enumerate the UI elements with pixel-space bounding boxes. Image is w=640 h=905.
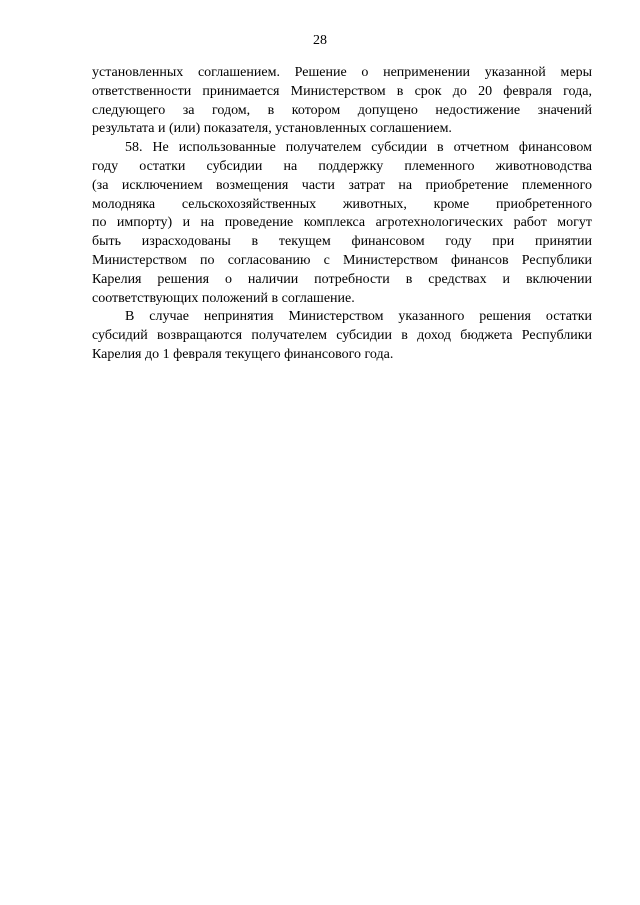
document-body xyxy=(92,64,592,365)
text-line: Карелия до 1 февраля текущего финансового года. xyxy=(92,346,394,362)
text-line: результата и (или) показателя, установленных соглашением. xyxy=(92,121,452,137)
text-line: субсидий возвращаются получателем субсидии в доход бюджета Республики xyxy=(92,328,592,344)
text-line: молодняка сельскохозяйственных животных, кроме приобретенного xyxy=(92,196,592,212)
text-line: установленных соглашением. Решение о неприменении указанной меры xyxy=(92,65,592,80)
page-number: 28 xyxy=(313,33,327,48)
paragraph-item-58 xyxy=(92,139,592,308)
text-line: быть израсходованы в текущем финансовом году при принятии xyxy=(92,234,592,250)
text-line: 58. Не использованные получателем субсидии в отчетном финансовом xyxy=(125,140,592,156)
text-line: Министерством по согласованию с Министерством финансов Республики xyxy=(92,252,592,268)
text-line: следующего за годом, в котором допущено недостижение значений xyxy=(92,102,592,118)
text-line: Карелия решения о наличии потребности в средствах и включении xyxy=(92,271,592,287)
text-line: году остатки субсидии на поддержку племенного животноводства xyxy=(92,158,592,174)
paragraph-continuation xyxy=(92,64,592,139)
text-line: В случае непринятия Министерством указанного решения остатки xyxy=(125,309,592,325)
paragraph-return-of-funds xyxy=(92,308,592,364)
text-line: (за исключением возмещения части затрат на приобретение племенного xyxy=(92,177,592,193)
text-line: ответственности принимается Министерством в срок до 20 февраля года, xyxy=(92,83,592,99)
text-line: по импорту) и на проведение комплекса агротехнологических работ могут xyxy=(92,215,592,231)
text-line: соответствующих положений в соглашение. xyxy=(92,290,355,306)
